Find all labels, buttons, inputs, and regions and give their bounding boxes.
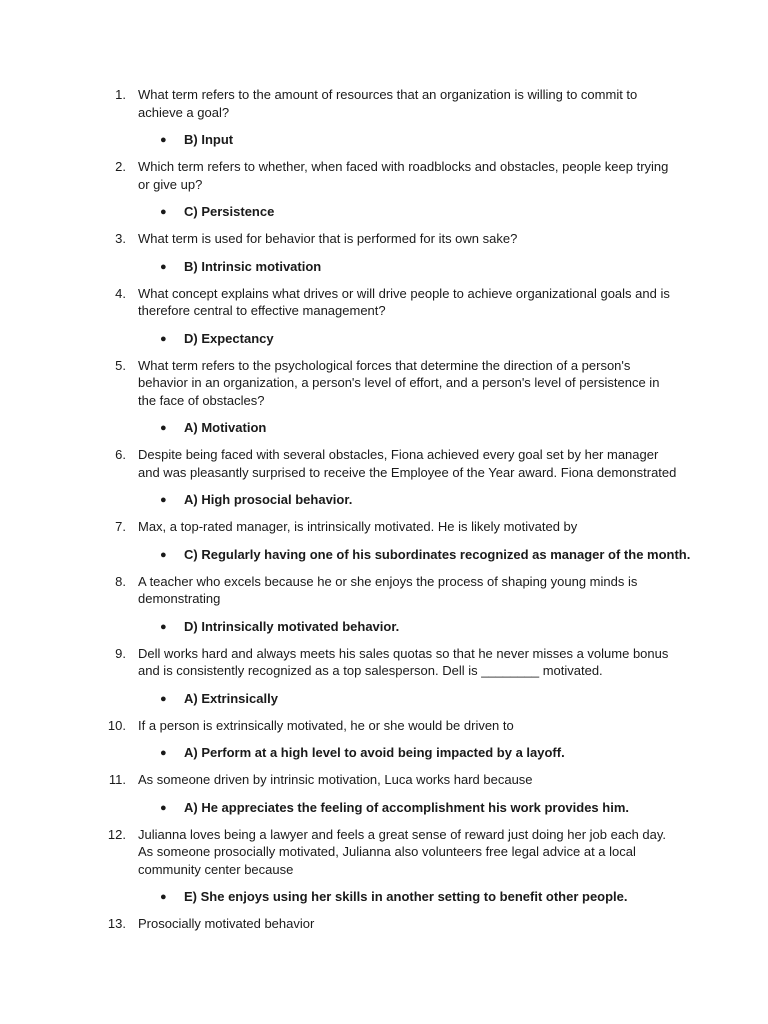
question-number: 8. (115, 573, 126, 589)
bullet-icon: ● (160, 422, 167, 434)
question-item (0, 771, 768, 817)
question-text: Dell works hard and always meets his sales quotas so that he never misses a volume bonus and is consistently recognized as a top salesperson. Dell is ________ motivated. (138, 645, 669, 678)
question-number: 7. (115, 519, 126, 534)
bullet-icon: ● (160, 620, 167, 633)
answer-item (0, 419, 768, 437)
answer-item (0, 330, 768, 348)
question-number: 5. (115, 357, 126, 373)
question-item (0, 86, 768, 149)
question-list (0, 86, 768, 933)
bullet-icon: ● (160, 206, 167, 218)
question-item (0, 573, 768, 636)
question-number: 4. (115, 285, 126, 301)
answer-text: A) Extrinsically (184, 690, 278, 706)
question-item (0, 285, 768, 348)
question-text: What concept explains what drives or will drive people to achieve organizational goals and is therefore central to effective management? (138, 285, 670, 318)
question-number: 12. (107, 826, 126, 842)
answer-item (0, 203, 768, 221)
question-text: Which term refers to whether, when faced with roadblocks and obstacles, people keep trying or give up? (138, 159, 669, 192)
bullet-icon: ● (160, 260, 167, 273)
question-item (0, 915, 768, 933)
bullet-icon: ● (160, 801, 167, 814)
answer-item (0, 690, 768, 708)
answer-text: B) Intrinsic motivation (184, 258, 322, 274)
question-text: Max, a top-rated manager, is intrinsically motivated. He is likely motivated by (138, 519, 578, 534)
question-text: What term refers to the psychological forces that determine the direction of a person's behavior in an organization, a person's level of effort, and a person's level of persistence in the face of obstacles? (138, 357, 660, 408)
question-item (0, 645, 768, 708)
answer-text: D) Intrinsically motivated behavior. (184, 618, 400, 634)
question-item (0, 357, 768, 438)
question-text: What term refers to the amount of resources that an organization is willing to commit to achieve a goal? (138, 87, 638, 120)
answer-item (0, 799, 768, 817)
question-item (0, 446, 768, 509)
question-number: 2. (115, 159, 126, 174)
answer-text: C) Regularly having one of his subordinates recognized as manager of the month. (184, 546, 691, 562)
answer-item (0, 744, 768, 762)
question-item (0, 518, 768, 564)
question-number: 3. (115, 231, 126, 246)
answer-item (0, 131, 768, 149)
question-text: If a person is extrinsically motivated, he or she would be driven to (138, 717, 514, 733)
question-number: 11. (108, 772, 126, 787)
question-number: 10. (107, 717, 126, 733)
question-text: Julianna loves being a lawyer and feels a great sense of reward just doing her job each day. As someone prosocially motivated, Julianna also volunteers free legal advice at a local community center because (138, 826, 667, 877)
question-number: 9. (115, 645, 126, 661)
answer-item (0, 888, 768, 906)
question-item (0, 158, 768, 221)
answer-item (0, 491, 768, 509)
bullet-icon: ● (160, 548, 167, 561)
bullet-icon: ● (160, 692, 167, 705)
answer-text: A) Motivation (184, 420, 267, 435)
answer-text: A) High prosocial behavior. (184, 492, 353, 507)
answer-text: A) Perform at a high level to avoid being impacted by a layoff. (184, 745, 565, 760)
question-number: 13. (107, 916, 126, 931)
bullet-icon: ● (160, 134, 167, 146)
question-text: Prosocially motivated behavior (138, 916, 315, 931)
question-number: 1. (115, 87, 126, 102)
question-item (0, 717, 768, 763)
question-text: Despite being faced with several obstacles, Fiona achieved every goal set by her manager and was pleasantly surprised to receive the Employee of the Year award. Fiona demonstrated (138, 447, 677, 480)
question-item (0, 826, 768, 907)
answer-item (0, 546, 768, 564)
bullet-icon: ● (160, 494, 167, 506)
answer-text: B) Input (184, 132, 234, 147)
bullet-icon: ● (160, 747, 167, 759)
answer-item (0, 618, 768, 636)
question-number: 6. (115, 447, 126, 462)
bullet-icon: ● (160, 332, 167, 345)
question-text: What term is used for behavior that is performed for its own sake? (138, 231, 518, 246)
answer-text: A) He appreciates the feeling of accomplishment his work provides him. (184, 799, 629, 815)
question-text: A teacher who excels because he or she enjoys the process of shaping young minds is demonstrating (138, 573, 638, 606)
answer-text: E) She enjoys using her skills in another setting to benefit other people. (184, 889, 628, 904)
question-text: As someone driven by intrinsic motivation, Luca works hard because (138, 772, 533, 787)
bullet-icon: ● (160, 891, 167, 903)
answer-text: D) Expectancy (184, 330, 274, 346)
question-item (0, 230, 768, 276)
answer-text: C) Persistence (184, 204, 275, 219)
answer-item (0, 258, 768, 276)
